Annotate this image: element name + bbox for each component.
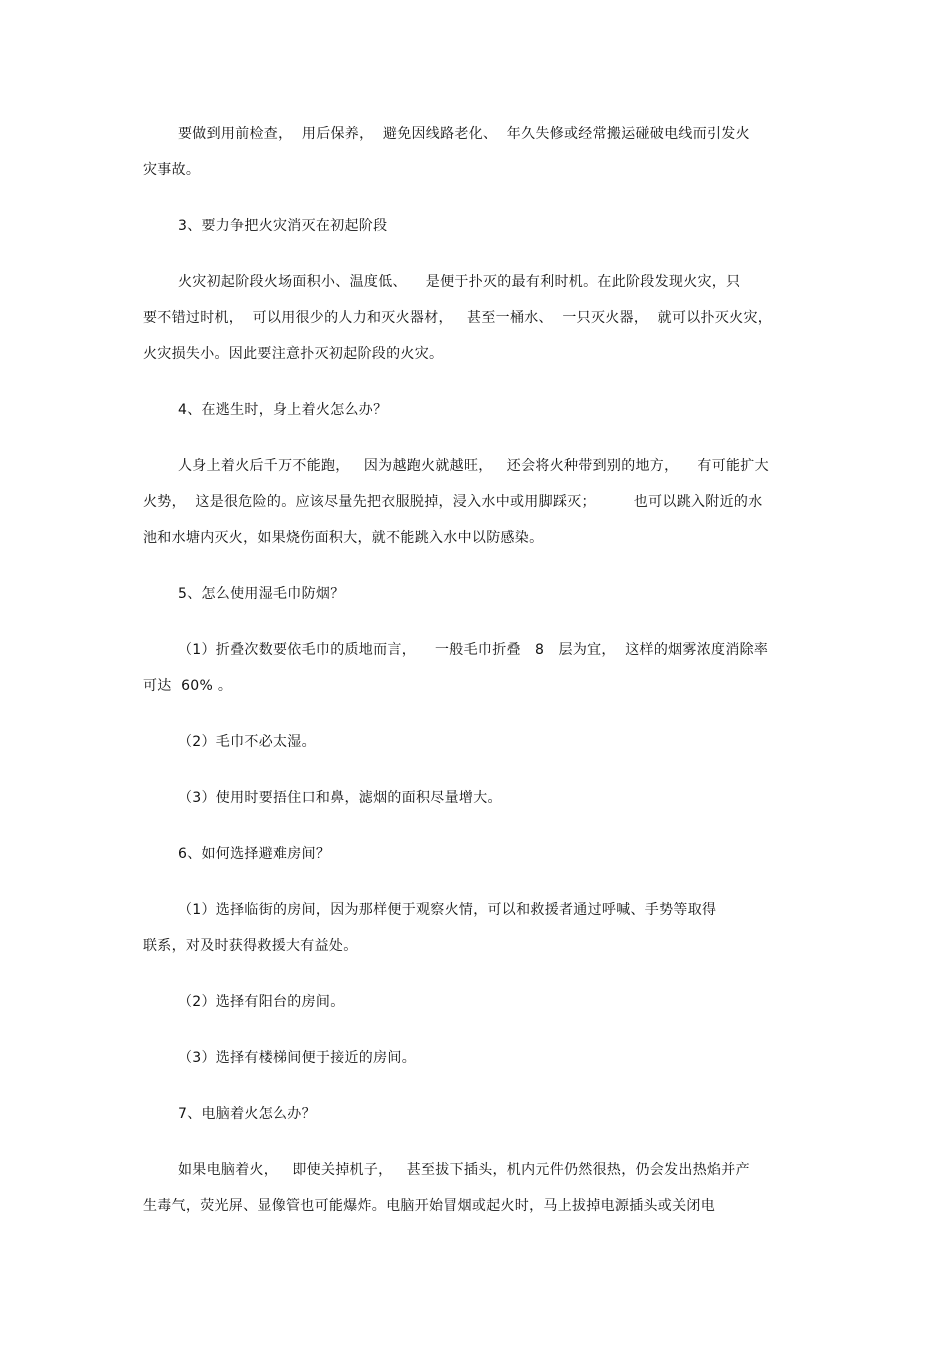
paragraph-line: 火灾损失小。因此要注意扑灭初起阶段的火灾。 [143, 346, 444, 362]
section-heading: 3、要力争把火灾消灭在初起阶段 [178, 218, 388, 234]
list-item: （3）使用时要捂住口和鼻，滤烟的面积尽量增大。 [178, 790, 502, 806]
list-item: （3）选择有楼梯间便于接近的房间。 [178, 1050, 417, 1066]
section-heading: 5、怎么使用湿毛巾防烟？ [178, 586, 345, 602]
paragraph-line: 灾事故。 [143, 162, 201, 178]
paragraph-line: 要做到用前检查， 用后保养， 避免因线路老化、 年久失修或经常搬运碰破电线而引发火 [178, 126, 750, 142]
list-item: （1）选择临街的房间，因为那样便于观察火情，可以和救援者通过呼喊、手势等取得 [178, 902, 717, 918]
list-item: （2）选择有阳台的房间。 [178, 994, 345, 1010]
paragraph-line: 联系，对及时获得救援大有益处。 [143, 938, 358, 954]
paragraph-line: 池和水塘内灭火，如果烧伤面积大，就不能跳入水中以防感染。 [143, 530, 544, 546]
section-heading: 6、如何选择避难房间？ [178, 846, 331, 862]
section-heading: 7、电脑着火怎么办？ [178, 1106, 316, 1122]
section-heading: 4、在逃生时，身上着火怎么办？ [178, 402, 388, 418]
paragraph-line: （1）折叠次数要依毛巾的质地而言， 一般毛巾折叠 8 层为宜， 这样的烟雾浓度消除率 [178, 642, 769, 658]
list-item: （2）毛巾不必太湿。 [178, 734, 316, 750]
paragraph-line: 要不错过时机， 可以用很少的人力和灭火器材， 甚至一桶水、 一只灭火器， 就可以扑灭火灾， [143, 310, 773, 326]
paragraph-line: 可达 60% 。 [143, 678, 233, 694]
paragraph-line: 火灾初起阶段火场面积小、温度低、 是便于扑灭的最有利时机。在此阶段发现火灾，只 [178, 274, 741, 290]
paragraph-line: 如果电脑着火， 即使关掉机子， 甚至拔下插头，机内元件仍然很热，仍会发出热焰并产 [178, 1162, 750, 1178]
paragraph-line: 生毒气，荧光屏、显像管也可能爆炸。电脑开始冒烟或起火时，马上拔掉电源插头或关闭电 [143, 1198, 715, 1214]
paragraph-line: 人身上着火后千万不能跑， 因为越跑火就越旺， 还会将火种带到别的地方， 有可能扩大 [178, 458, 769, 474]
paragraph-line: 火势， 这是很危险的。应该尽量先把衣服脱掉，浸入水中或用脚踩灭； 也可以跳入附近的水 [143, 494, 763, 510]
